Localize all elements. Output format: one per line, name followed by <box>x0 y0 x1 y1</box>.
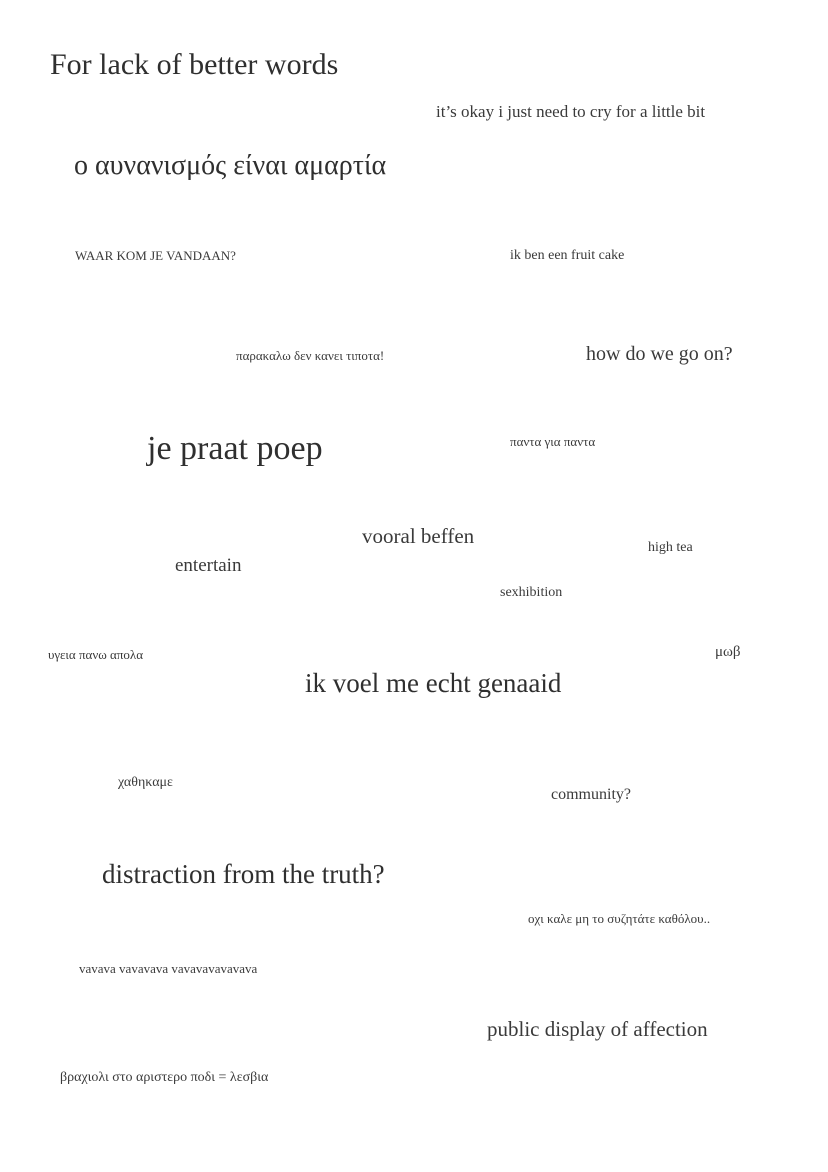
phrase-ygeia: υγεια πανω απολα <box>48 647 144 662</box>
phrase-high-tea: high tea <box>648 540 693 555</box>
phrase-entertain: entertain <box>175 555 242 576</box>
phrase-xathikame: χαθηκαμε <box>118 775 173 790</box>
phrase-panta: παντα για παντα <box>510 434 596 449</box>
phrase-public-display: public display of affection <box>487 1017 708 1041</box>
page-title: For lack of better words <box>50 48 339 81</box>
phrase-praat-poep: je praat poep <box>147 430 323 467</box>
phrase-voel-genaaid: ik voel me echt genaaid <box>305 668 562 698</box>
phrase-vooral: vooral beffen <box>362 524 475 548</box>
phrase-fruitcake: ik ben een fruit cake <box>510 248 625 263</box>
phrase-waar: WAAR KOM JE VANDAAN? <box>75 248 236 263</box>
phrase-mwb: μωβ <box>715 644 741 660</box>
phrase-community: community? <box>551 786 631 803</box>
phrase-cry: it’s okay i just need to cry for a little bit <box>436 102 706 121</box>
phrase-distraction: distraction from the truth? <box>102 859 385 889</box>
phrase-oxi: οχι καλε μη το συζητάτε καθόλου.. <box>528 911 711 926</box>
phrase-vraxioli: βραχιολι στο αριστερο ποδι = λεσβια <box>60 1070 269 1085</box>
phrase-sexhibition: sexhibition <box>500 585 563 600</box>
phrase-vavava: vavava vavavava vavavavavavava <box>79 961 258 976</box>
phrase-parakalo: παρακαλω δεν κανει τιποτα! <box>236 348 385 363</box>
phrase-how-do-we-go-on: how do we go on? <box>586 343 733 365</box>
phrase-greek-sin: ο αυνανισμός είναι αμαρτία <box>74 150 387 181</box>
